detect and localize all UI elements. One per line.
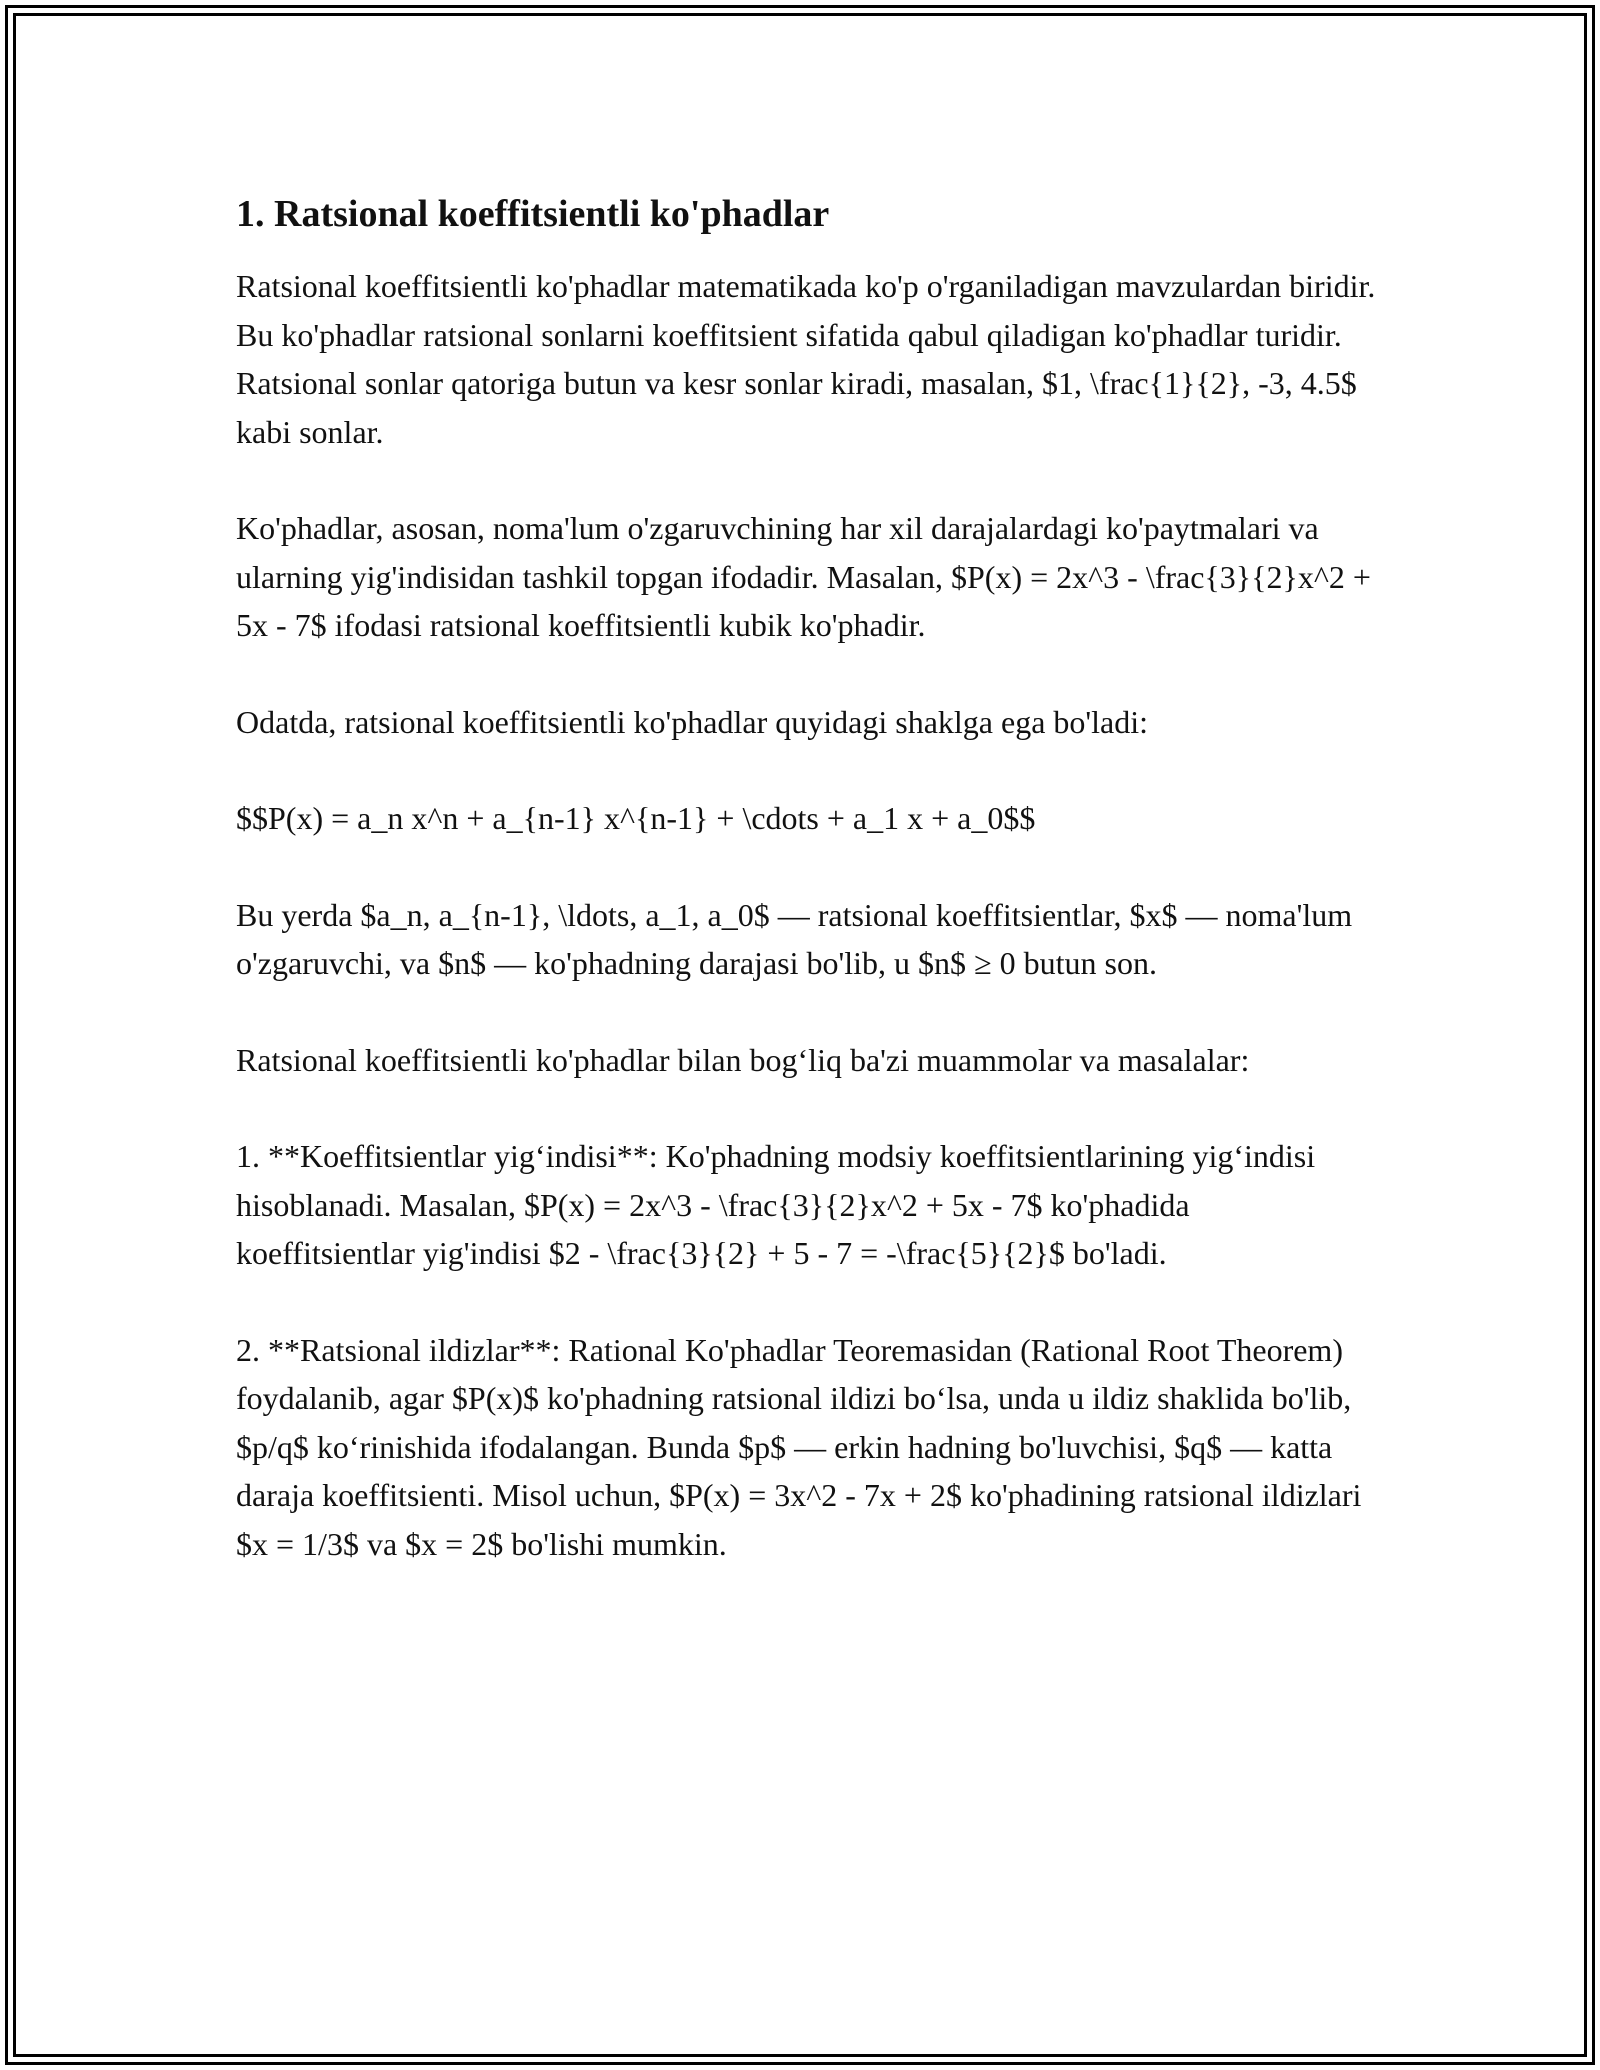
paragraph-coefficients-explanation: Bu yerda $a_n, a_{n-1}, \ldots, a_1, a_0$ — ratsional koeffitsientlar, $x$ — noma'lum o'zgaruvchi, va $n$ — ko'phadning darajasi bo'lib, u $n$ ≥ 0 butun son. — [236, 896, 1353, 981]
paragraph-item-coefficient-sum: 1. **Koeffitsientlar yig‘indisi**: Ko'phadning modsiy koeffitsientlarining yig‘indisi hisoblanadi. Masalan, $P(x) = 2x^3 - \frac{3}{2}x^2 + 5x - 7$ ko'phadida koeffitsientlar yig'indisi $2 - \frac{3}{2} + 5 - 7 = -\frac{5}{2}$ bo'ladi. — [236, 1138, 1316, 1271]
paragraph-item-rational-roots: 2. **Ratsional ildizlar**: Rational Ko'phadlar Teoremasidan (Rational Root Theorem) foydalanib, agar $P(x)$ ko'phadning ratsional ildizi bo‘lsa, unda u ildiz shaklida bo'lib, $p/q$ ko‘rinishida ifodalangan. Bunda $p$ — erkin hadning bo'luvchisi, $q$ — katta daraja koeffitsienti. Misol uchun, $P(x) = 3x^2 - 7x + 2$ ko'phadining ratsional ildizlari $x = 1/3$ va $x = 2$ bo'lishi mumkin. — [236, 1331, 1362, 1562]
paragraph-intro: Ratsional koeffitsientli ko'phadlar matematikada ko'p o'rganiladigan mavzulardan biridir. Bu ko'phadlar ratsional sonlarni koeffitsient sifatida qabul qiladigan ko'phadlar turidir. Ratsional sonlar qatoriga butun va kesr sonlar kiradi, masalan, $1, \frac{1}{2}, -3, 4.5$ kabi sonlar. — [236, 268, 1376, 450]
document-body — [236, 186, 1376, 1616]
paragraph-definition: Ko'phadlar, asosan, noma'lum o'zgaruvchining har xil darajalardagi ko'paytmalari va ularning yig'indisidan tashkil topgan ifodadir. Masalan, $P(x) = 2x^3 - \frac{3}{2}x^2 + 5x - 7$ ifodasi ratsional koeffitsientli kubik ko'phadir. — [236, 510, 1371, 643]
paragraph-general-form-intro: Odatda, ratsional koeffitsientli ko'phadlar quyidagi shaklga ega bo'ladi: — [236, 703, 1149, 740]
paragraph-general-formula: $$P(x) = a_n x^n + a_{n-1} x^{n-1} + \cdots + a_1 x + a_0$$ — [236, 800, 1036, 836]
paragraph-problems-intro: Ratsional koeffitsientli ko'phadlar bilan bog‘liq ba'zi muammolar va masalalar: — [236, 1041, 1250, 1078]
section-heading: 1. Ratsional koeffitsientli ko'phadlar — [236, 193, 830, 235]
